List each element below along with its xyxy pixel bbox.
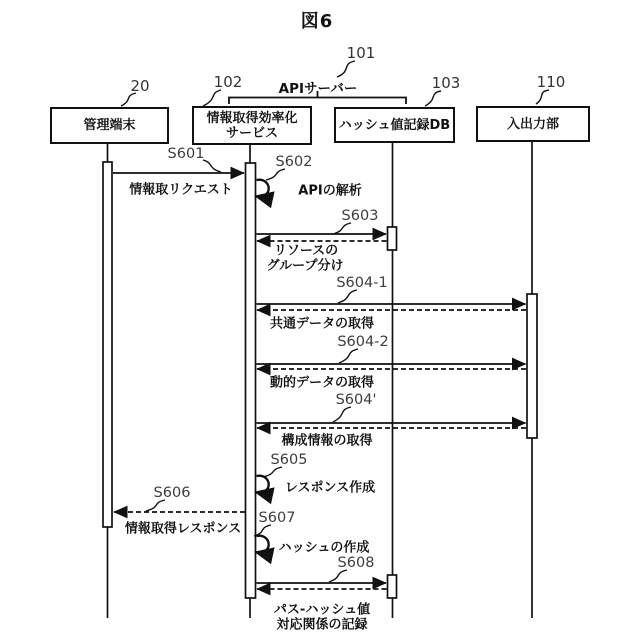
activation-hash-db-s608 — [388, 575, 397, 598]
self-loop-s607 — [255, 536, 269, 553]
ref-number-110: 110 — [536, 73, 566, 91]
leader-step-s604-1 — [338, 290, 357, 303]
message-label-s606: 情報取得レスポンス — [124, 521, 242, 537]
leader-step-s605 — [263, 467, 282, 477]
participant-hash-db-label: ハッシュ値記録DB — [338, 117, 451, 133]
leader-step-s607 — [254, 525, 271, 536]
message-label-s607: ハッシュの作成 — [278, 540, 370, 556]
step-number-s608: S608 — [337, 555, 375, 571]
leader-ref-110 — [536, 90, 549, 104]
leader-step-s602 — [266, 169, 285, 180]
message-label-s604p: 構成情報の取得 — [281, 433, 373, 449]
step-number-s604p: S604' — [335, 392, 377, 408]
leader-step-s604p — [333, 407, 351, 422]
leader-ref-102 — [203, 90, 221, 106]
step-number-s606: S606 — [153, 485, 191, 501]
leader-step-s608 — [329, 570, 347, 582]
message-label-s608-line2: 対応関係の記録 — [276, 617, 368, 633]
message-label-s603-line1: リソースの — [273, 243, 339, 259]
participant-management-terminal-label: 管理端末 — [83, 118, 136, 133]
step-number-s602: S602 — [275, 154, 313, 170]
participant-io-unit-label: 入出力部 — [506, 116, 559, 132]
ref-number-102: 102 — [213, 73, 243, 91]
message-label-s601: 情報取リクエスト — [129, 182, 233, 198]
step-number-s604-2: S604-2 — [337, 334, 389, 350]
participant-info-service — [192, 106, 312, 145]
activation-management-terminal — [103, 162, 112, 527]
ref-number-20: 20 — [130, 77, 150, 95]
activation-info-service — [246, 163, 256, 598]
leader-step-s604-2 — [339, 349, 358, 363]
leader-step-s606 — [146, 500, 165, 511]
activation-io-unit — [527, 294, 537, 438]
ref-number-101: 101 — [346, 44, 376, 62]
message-label-s608-line1: パス-ハッシュ値 — [273, 602, 371, 618]
api-server-group-label: APIサーバー — [278, 81, 358, 97]
participant-management-terminal — [50, 107, 169, 144]
leader-ref-103 — [425, 91, 441, 106]
participant-io-unit — [476, 106, 590, 142]
leader-step-s603 — [333, 223, 351, 234]
message-label-s604-1: 共通データの取得 — [269, 316, 375, 332]
figure-title: 図6 — [300, 11, 334, 32]
message-label-s603-line2: グループ分け — [266, 258, 344, 274]
leader-step-s601 — [203, 160, 221, 172]
participant-info-service-label-line1: 情報取得効率化 — [206, 110, 298, 126]
self-loop-s605 — [255, 476, 269, 493]
leader-ref-101 — [337, 61, 355, 77]
participant-info-service-label-line2: サービス — [225, 125, 278, 141]
activation-hash-db-s603 — [388, 227, 397, 250]
ref-number-103: 103 — [431, 74, 461, 92]
participant-hash-db — [334, 107, 455, 143]
step-number-s601: S601 — [167, 146, 205, 162]
step-number-s603: S603 — [341, 208, 379, 224]
message-label-s605: レスポンス作成 — [284, 480, 376, 496]
self-loop-s602 — [255, 180, 269, 197]
step-number-s605: S605 — [270, 452, 308, 468]
message-label-s602: APIの解析 — [298, 183, 362, 199]
step-number-s607: S607 — [258, 510, 296, 526]
message-label-s604-2: 動的データの取得 — [269, 375, 375, 391]
step-number-s604-1: S604-1 — [336, 275, 388, 291]
